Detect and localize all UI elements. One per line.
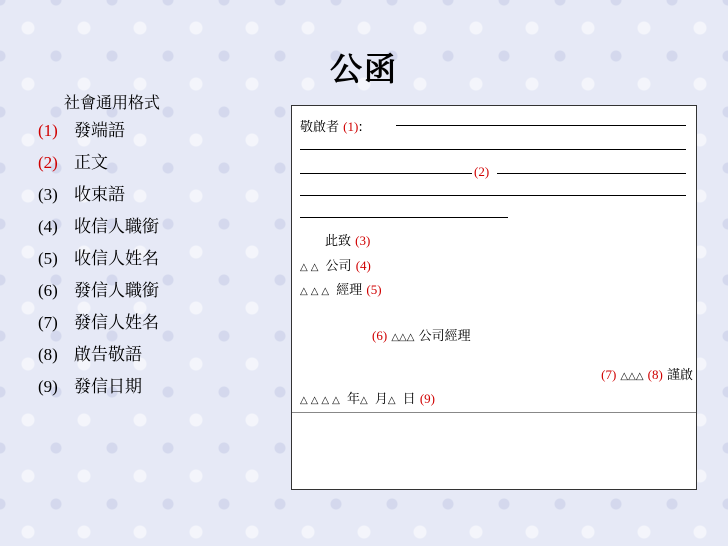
respect-number: (8)	[647, 367, 663, 382]
space-mark: △	[359, 395, 371, 406]
space-mark: △	[332, 395, 343, 406]
list-item	[38, 118, 159, 150]
body-rule	[300, 149, 686, 150]
list-item-number: (3)	[38, 185, 58, 204]
list-item	[38, 342, 159, 374]
opening-text: 敬啟者	[300, 120, 340, 135]
list-item-number: (5)	[38, 249, 58, 268]
list-item-number: (8)	[38, 345, 58, 364]
list-item-label: 收信人職銜	[74, 217, 159, 237]
space-mark: △	[391, 332, 400, 343]
format-list	[38, 118, 159, 406]
sender-title-text: 公司經理	[418, 329, 471, 344]
list-item-label: 發信人姓名	[74, 313, 159, 333]
list-item	[38, 278, 159, 310]
space-mark: △	[387, 395, 399, 406]
date-number: (9)	[419, 391, 435, 406]
space-mark: △	[406, 332, 415, 343]
list-item	[38, 246, 159, 278]
closing-number: (3)	[355, 233, 371, 248]
recipient-title-text: 公司	[325, 259, 352, 274]
date-day: 日	[402, 392, 416, 407]
list-item	[38, 214, 159, 246]
space-mark: △	[310, 262, 322, 273]
recipient-title-number: (4)	[355, 258, 371, 273]
date-year: 年	[346, 392, 360, 407]
recipient-name-number: (5)	[366, 282, 382, 297]
opening-number: (1)	[343, 119, 359, 134]
list-item-label: 發信日期	[74, 377, 142, 397]
sender-title-line	[372, 325, 471, 344]
date-month: 月	[374, 392, 388, 407]
letter-template	[291, 105, 697, 490]
space-mark: △	[635, 371, 644, 382]
body-rule	[300, 217, 508, 218]
space-mark: △	[300, 286, 311, 297]
list-item-label: 發端語	[74, 121, 125, 141]
recipient-name-line	[300, 279, 382, 298]
subtitle: 社會通用格式	[64, 93, 161, 112]
list-item-label: 發信人職銜	[74, 281, 159, 301]
list-item	[38, 374, 159, 406]
list-item-number: (2)	[38, 153, 58, 172]
slide-title: 公函	[329, 50, 398, 88]
space-mark: △	[628, 371, 636, 382]
respect-text: 謹啟	[666, 368, 693, 383]
body-rule	[497, 173, 686, 174]
body-rule	[300, 173, 472, 174]
body-rule	[396, 125, 686, 126]
list-item-label: 啟告敬語	[74, 345, 142, 365]
sender-name-number: (7)	[601, 367, 617, 382]
list-item-number: (1)	[38, 121, 58, 140]
list-item-number: (7)	[38, 313, 58, 332]
list-item-number: (9)	[38, 377, 58, 396]
body-number: (2)	[474, 164, 490, 179]
list-item-label: 正文	[74, 153, 108, 173]
list-item-number: (6)	[38, 281, 58, 300]
opening-line	[300, 116, 363, 135]
opening-colon: :	[358, 120, 363, 135]
list-item	[38, 310, 159, 342]
space-mark: △	[321, 395, 333, 406]
space-mark: △	[620, 371, 629, 382]
closing-text: 此致	[325, 234, 352, 249]
space-mark: △	[310, 395, 322, 406]
space-mark: △	[300, 262, 311, 273]
list-item	[38, 150, 159, 182]
body-rule	[300, 195, 686, 196]
sender-title-number: (6)	[372, 328, 388, 343]
list-item-number: (4)	[38, 217, 58, 236]
space-mark: △	[321, 286, 333, 297]
recipient-title-line	[300, 255, 371, 274]
space-mark: △	[300, 395, 311, 406]
closing-line	[325, 230, 370, 249]
list-item-label: 收信人姓名	[74, 249, 159, 269]
divider	[292, 412, 696, 413]
list-item-label: 收束語	[74, 185, 125, 205]
space-mark: △	[310, 286, 322, 297]
sender-name-line	[601, 364, 693, 383]
space-mark: △	[399, 332, 407, 343]
recipient-name-text: 經理	[336, 283, 363, 298]
list-item	[38, 182, 159, 214]
date-line	[300, 388, 435, 407]
